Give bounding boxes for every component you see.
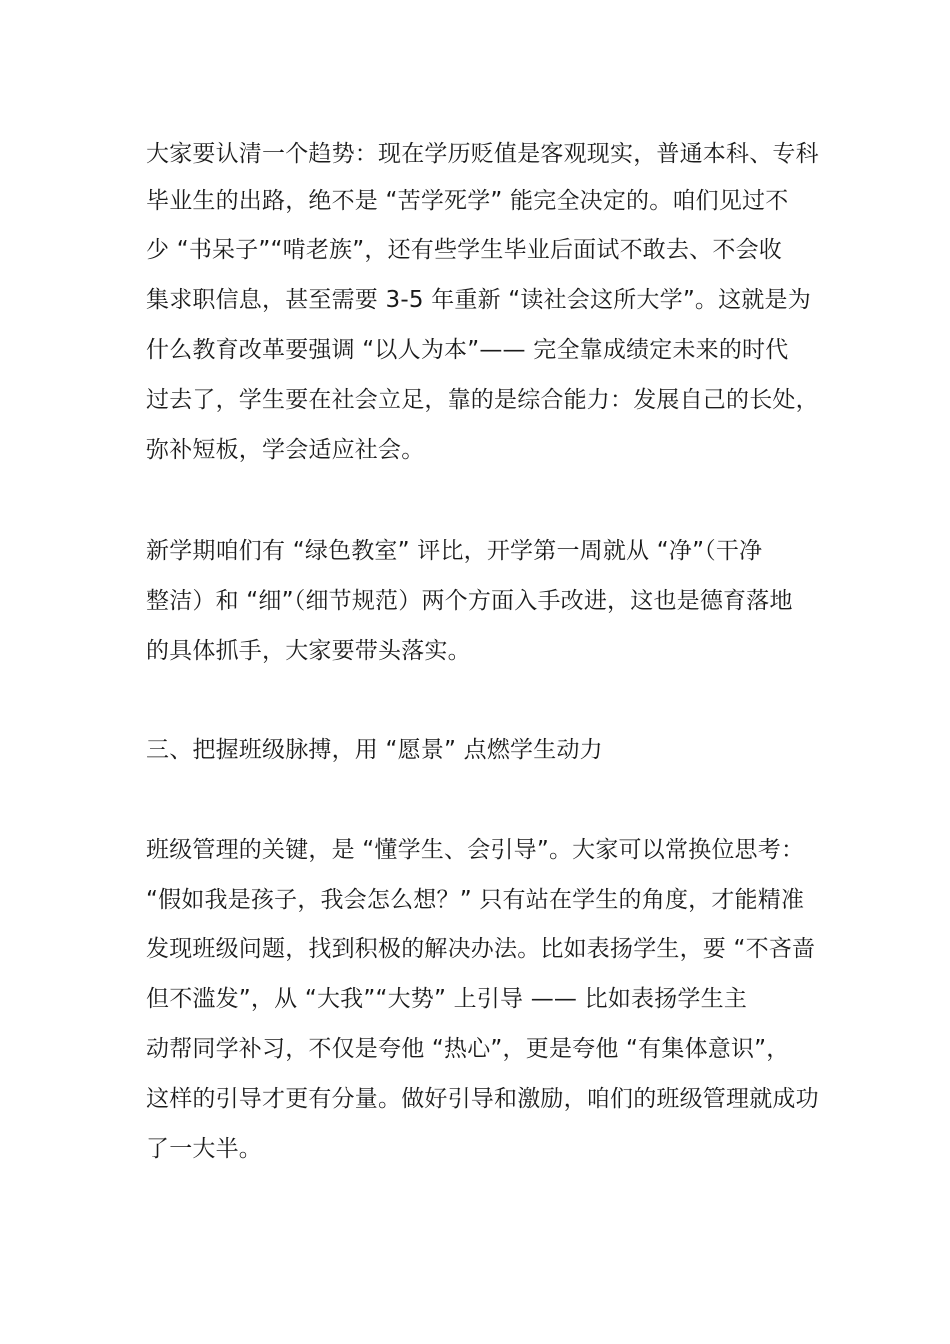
paragraph-line: 班级管理的关键，是 “懂学生、会引导”。大家可以常换位思考：: [146, 837, 805, 863]
section-heading: 三、把握班级脉搏，用 “愿景” 点燃学生动力: [146, 737, 603, 763]
paragraph-line: 集求职信息，甚至需要 3-5 年重新 “读社会这所大学”。这就是为: [146, 287, 811, 313]
paragraph-line: 什么教育改革要强调 “以人为本”—— 完全靠成绩定未来的时代: [146, 337, 789, 363]
paragraph-line: 的具体抓手，大家要带头落实。: [146, 638, 471, 664]
paragraph-line: 少 “书呆子”“啃老族”，还有些学生毕业后面试不敢去、不会收: [146, 237, 782, 263]
paragraph-line: 新学期咱们有 “绿色教室” 评比，开学第一周就从 “净”（干净: [146, 538, 763, 564]
paragraph-line: 整洁）和 “细”（细节规范）两个方面入手改进，这也是德育落地: [146, 588, 793, 614]
paragraph-line: 弥补短板，学会适应社会。: [146, 437, 425, 463]
paragraph-line: 了一大半。: [146, 1136, 262, 1162]
paragraph-line: 大家要认清一个趋势：现在学历贬值是客观现实，普通本科、专科: [146, 141, 819, 167]
paragraph-line: 这样的引导才更有分量。做好引导和激励，咱们的班级管理就成功: [146, 1086, 819, 1112]
paragraph-line: 但不滥发”，从 “大我”“大势” 上引导 —— 比如表扬学生主: [146, 986, 748, 1012]
paragraph-line: 过去了，学生要在社会立足，靠的是综合能力：发展自己的长处，: [146, 387, 819, 413]
paragraph-line: 发现班级问题，找到积极的解决办法。比如表扬学生，要 “不吝啬: [146, 936, 816, 962]
paragraph-line: 毕业生的出路，绝不是 “苦学死学” 能完全决定的。咱们见过不: [146, 188, 789, 214]
paragraph-line: 动帮同学补习，不仅是夸他 “热心”，更是夸他 “有集体意识”，: [146, 1036, 790, 1062]
paragraph-line: “假如我是孩子，我会怎么想？” 只有站在学生的角度，才能精准: [146, 887, 805, 913]
